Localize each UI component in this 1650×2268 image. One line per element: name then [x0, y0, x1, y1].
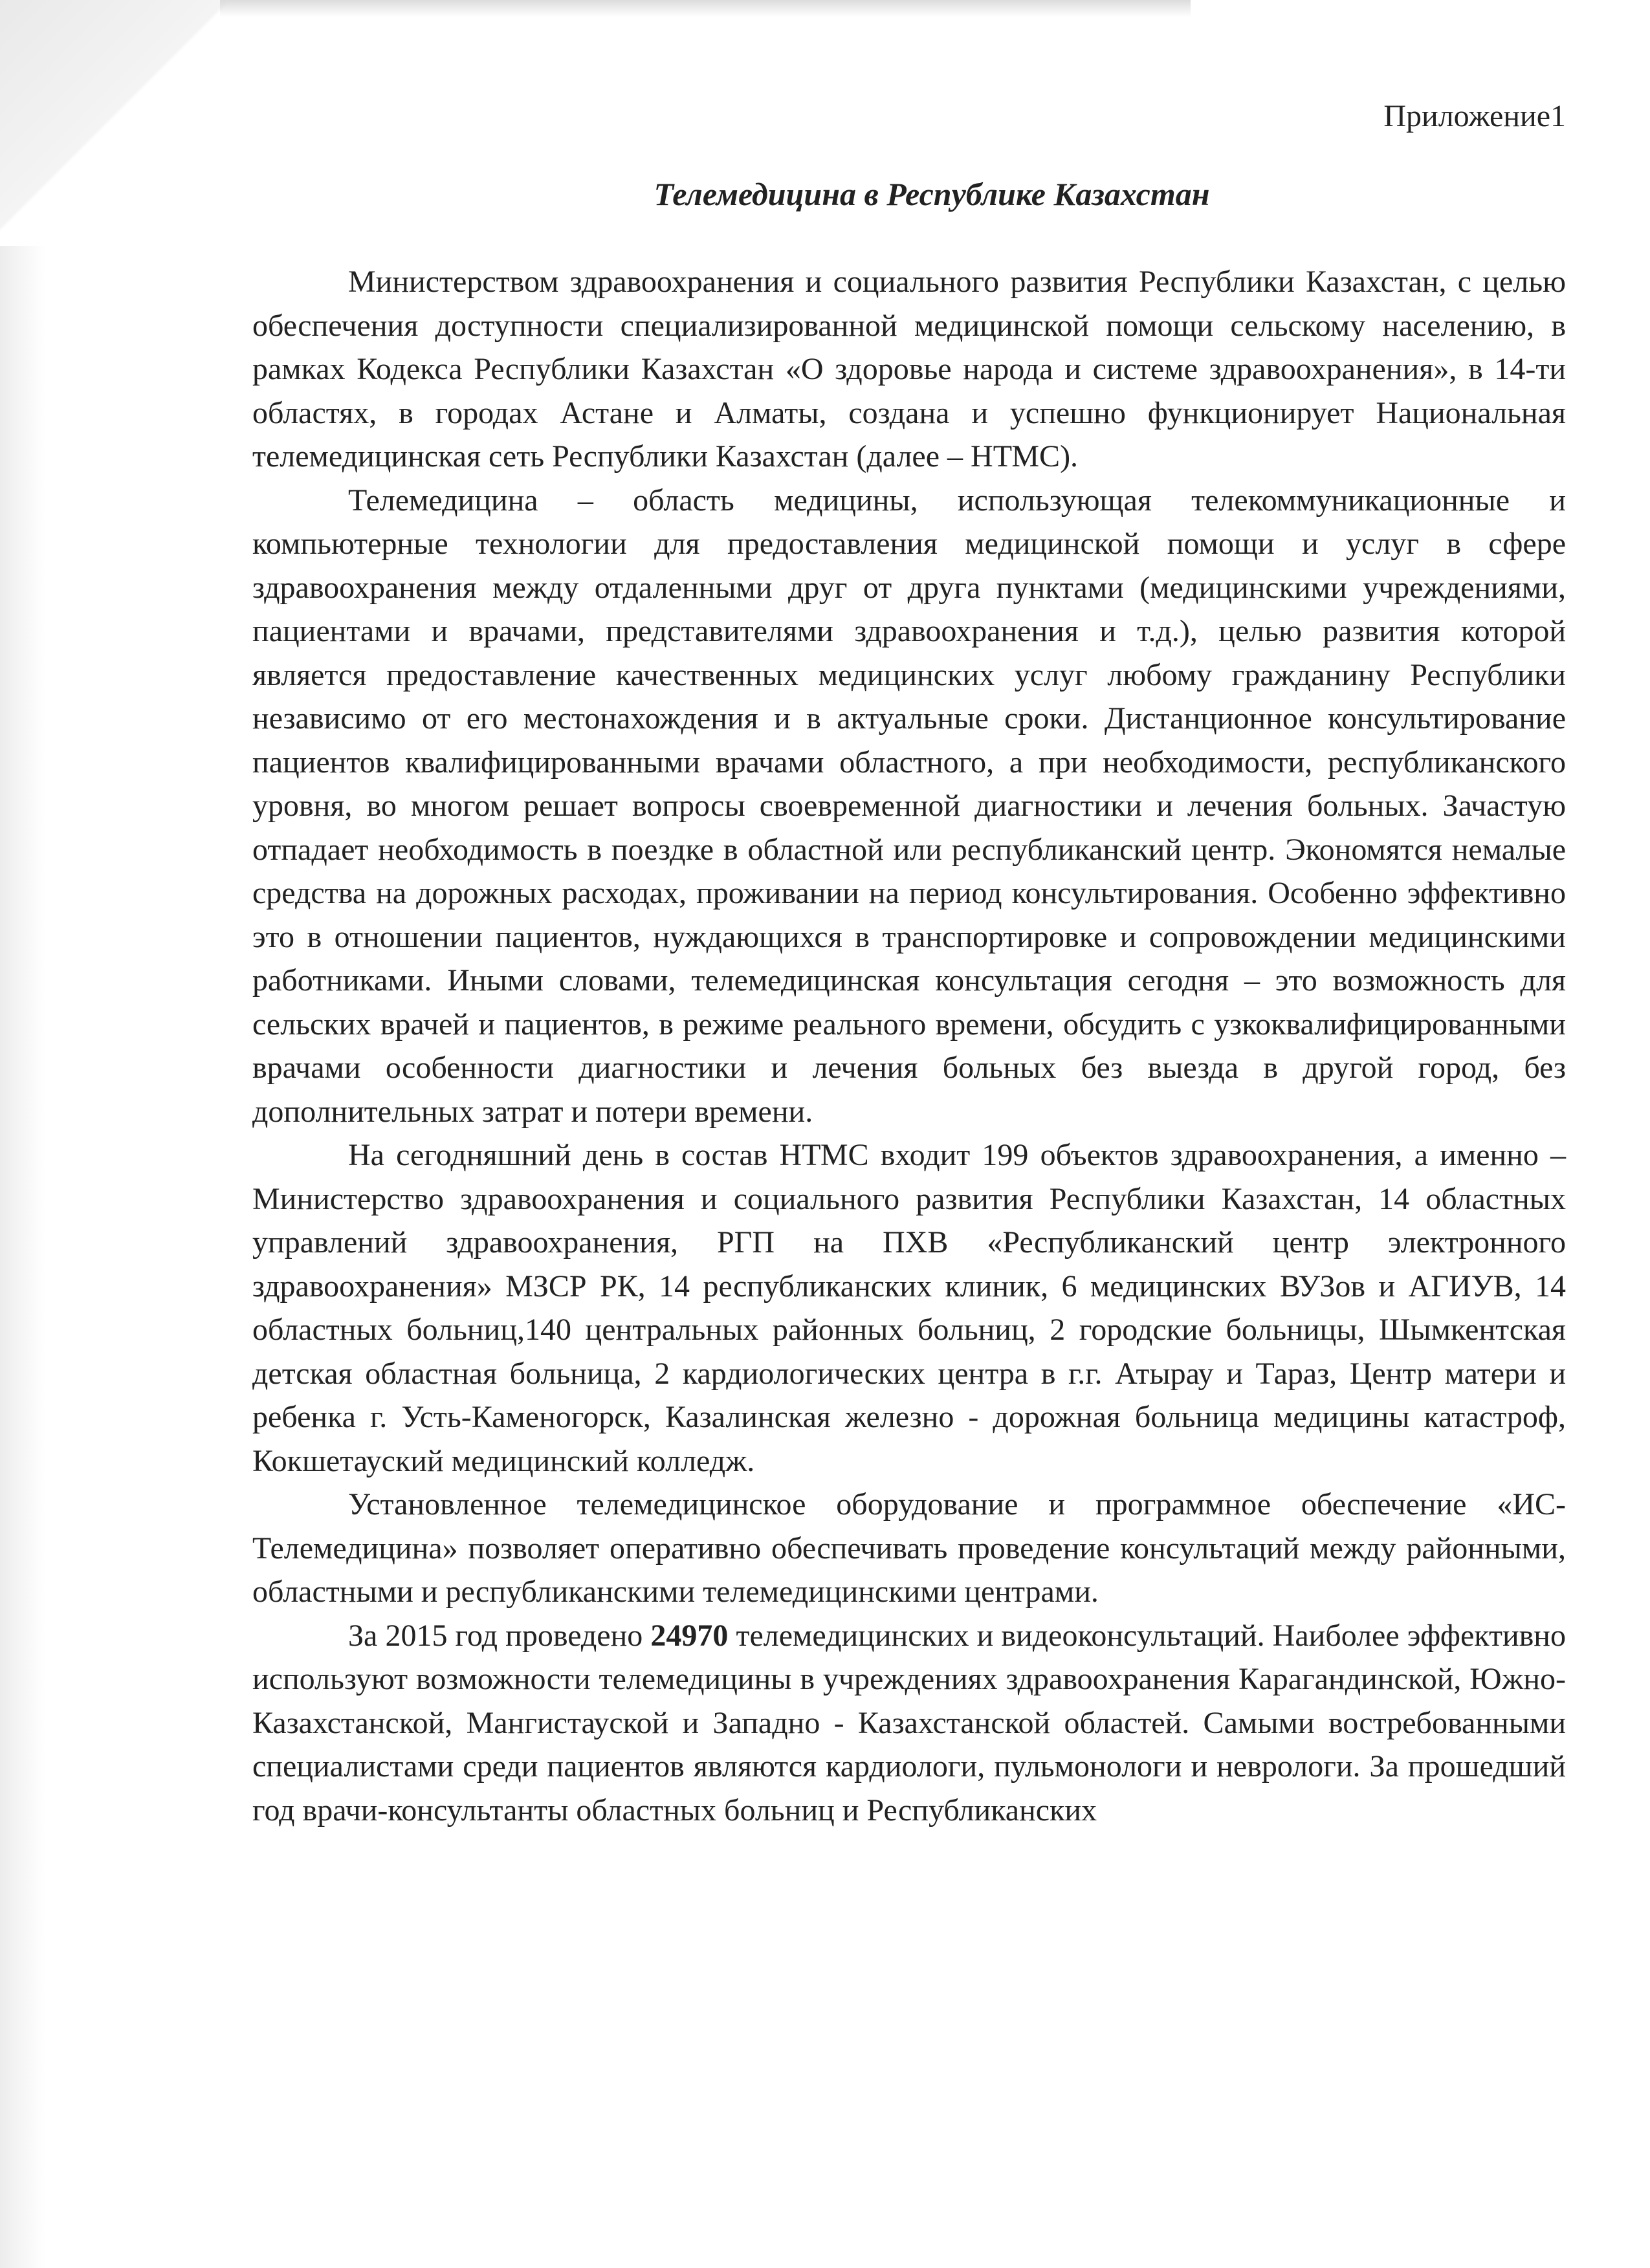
paragraph-network-members: На сегодняшний день в состав НТМС входит 199 объектов здравоохранения, а именно – Министерство здравоохранения и социального развития Республики Казахстан, 14 областных управлений здравоохранения, РГП на ПХВ «Республиканский центр электронного здравоохранения» МЗСР РК, 14 республиканских клиник, 6 медицинских ВУЗов и АГИУВ, 14 областных больниц,140 центральных районных больниц, 2 городские больницы, Шымкентская детская областная больница, 2 кардиологических центра в г.г. Атырау и Тараз, Центр матери и ребенка г. Усть-Каменогорск, Казалинская железно - дорожная больница медицины катастроф, Кокшетауский медицинский колледж.: [252, 1138, 1566, 1478]
scan-shadow-corner: [0, 0, 233, 272]
consultations-count: 24970: [650, 1618, 729, 1653]
scan-shadow-left-edge: [0, 246, 45, 2268]
statistics-text-after: телемедицинских и видеоконсультаций. Наиболее эффективно используют возможности телемедицины в учреждениях здравоохранения Карагандинской, Южно-Казахстанской, Мангистауской и Западно - Казахстанской областей. Самыми востребованными специалистами среди пациентов являются кардиологи, пульмонологи и неврологи. За прошедший год врачи-консультанты областных больниц и Республиканских: [252, 1618, 1566, 1827]
statistics-text-before: За 2015 год проведено: [348, 1618, 651, 1653]
paragraph-equipment: Установленное телемедицинское оборудование и программное обеспечение «ИС-Телемедицина» позволяет оперативно обеспечивать проведение консультаций между районными, областными и республиканскими телемедицинскими центрами.: [252, 1487, 1566, 1609]
paragraph-intro: Министерством здравоохранения и социального развития Республики Казахстан, с целью обеспечения доступности специализированной медицинской помощи сельскому населению, в рамках Кодекса Республики Казахстан «О здоровье народа и системе здравоохранения», в 14-ти областях, в городах Астане и Алматы, создана и успешно функционирует Национальная телемедицинская сеть Республики Казахстан (далее – НТМС).: [252, 265, 1566, 474]
document-page: [252, 97, 1566, 1832]
paragraph-definition: Телемедицина – область медицины, использующая телекоммуникационные и компьютерные технологии для предоставления медицинской помощи и услуг в сфере здравоохранения между отдаленными друг от друга пунктами (медицинскими учреждениями, пациентами и врачами, представителями здравоохранения и т.д.), целью развития которой является предоставление качественных медицинских услуг любому гражданину Республики независимо от его местонахождения и в актуальные сроки. Дистанционное консультирование пациентов квалифицированными врачами областного, а при необходимости, республиканского уровня, во многом решает вопросы своевременной диагностики и лечения больных. Зачастую отпадает необходимость в поездке в областной или республиканский центр. Экономятся немалые средства на дорожных расходах, проживании на период консультирования. Особенно эффективно это в отношении пациентов, нуждающихся в транспортировке и сопровождении медицинскими работниками. Иными словами, телемедицинская консультация сегодня – это возможность для сельских врачей и пациентов, в режиме реального времени, обсудить с узкоквалифицированными врачами особенности диагностики и лечения больных без выезда в другой город, без дополнительных затрат и потери времени.: [252, 483, 1566, 1129]
scan-shadow-top-edge: [220, 0, 1191, 17]
document-title: Телемедицина в Республике Казахстан: [654, 176, 1210, 212]
paragraph-statistics: [252, 1614, 1566, 1833]
appendix-label: Приложение1: [1383, 99, 1566, 133]
